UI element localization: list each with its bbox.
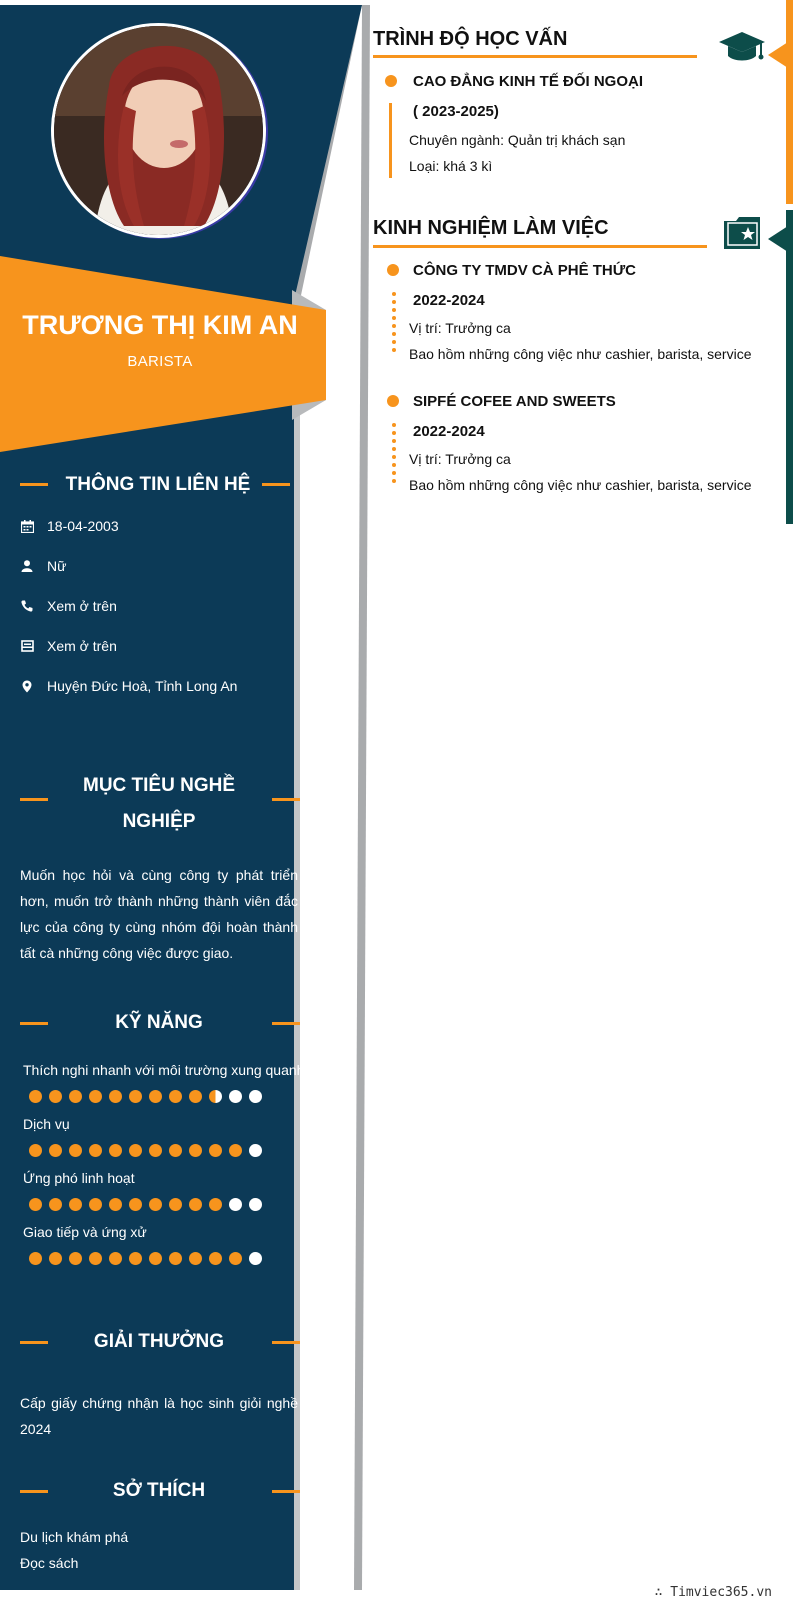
contact-email — [20, 638, 117, 654]
job-description: Bao hồm những công việc như cashier, barista, service — [409, 477, 752, 493]
skill-dot — [109, 1252, 122, 1265]
skill-dot — [69, 1090, 82, 1103]
skill-dot — [129, 1144, 142, 1157]
contact-section-title: THÔNG TIN LIÊN HỆ — [65, 474, 251, 495]
skill-dot — [169, 1198, 182, 1211]
hobby-item: Du lịch khám phá — [20, 1529, 129, 1545]
skill-rating — [29, 1090, 262, 1103]
experience-underline — [373, 245, 707, 248]
job-period: 2022-2024 — [413, 292, 485, 309]
skill-name: Thích nghi nhanh với môi trường xung quanh — [23, 1062, 305, 1078]
skill-dot — [109, 1090, 122, 1103]
skill-dot — [169, 1252, 182, 1265]
company-name: SIPFÉ COFEE AND SWEETS — [413, 393, 616, 410]
skill-dot — [89, 1144, 102, 1157]
skill-dot — [89, 1090, 102, 1103]
job-period: 2022-2024 — [413, 423, 485, 440]
awards-section-title: GIẢI THƯỞNG — [93, 1331, 225, 1352]
timeline-bullet — [387, 395, 399, 407]
education-grade: Loại: khá 3 kì — [409, 158, 493, 174]
briefcase-star-icon — [722, 215, 762, 251]
timeline-bullet — [385, 75, 397, 87]
contact-gender — [20, 558, 66, 574]
profile-photo — [51, 23, 266, 238]
skill-name: Ứng phó linh hoạt — [23, 1170, 135, 1186]
education-period: ( 2023-2025) — [413, 103, 499, 120]
skill-dot — [249, 1090, 262, 1103]
skill-dot — [209, 1198, 222, 1211]
skill-dot — [189, 1144, 202, 1157]
objective-section-title — [20, 768, 298, 840]
phone-text: Xem ở trên — [47, 598, 117, 614]
skill-rating — [29, 1252, 262, 1265]
skill-name: Dịch vụ — [23, 1116, 70, 1132]
contact-address — [20, 678, 237, 694]
job-title: BARISTA — [127, 353, 193, 370]
contact-phone — [20, 598, 117, 614]
gender-text: Nữ — [47, 558, 67, 574]
skill-dot — [249, 1198, 262, 1211]
skill-dot — [49, 1198, 62, 1211]
phone-icon — [20, 599, 34, 613]
location-pin-icon — [20, 679, 34, 693]
skill-dot — [109, 1144, 122, 1157]
job-description: Bao hồm những công việc như cashier, barista, service — [409, 346, 752, 362]
education-major: Chuyên ngành: Quản trị khách sạn — [409, 132, 626, 148]
skill-name: Giao tiếp và ứng xử — [23, 1224, 147, 1240]
skill-dot — [209, 1252, 222, 1265]
skill-dot — [149, 1144, 162, 1157]
skill-dot — [29, 1144, 42, 1157]
skill-rating — [29, 1144, 262, 1157]
skill-dot — [29, 1198, 42, 1211]
skill-dot — [229, 1144, 242, 1157]
experience-side-bar — [786, 210, 793, 524]
graduation-cap-icon — [718, 30, 766, 66]
skill-dot — [109, 1198, 122, 1211]
awards-text: Cấp giấy chứng nhận là học sinh giỏi nghề 2024 — [20, 1395, 298, 1437]
experience-section-title: KINH NGHIỆM LÀM VIỆC — [373, 217, 609, 239]
hobby-item: Đọc sách — [20, 1555, 79, 1571]
skill-dot — [89, 1252, 102, 1265]
education-side-arrow — [768, 42, 788, 68]
skill-dot — [189, 1198, 202, 1211]
skill-dot — [49, 1090, 62, 1103]
skill-dot — [189, 1090, 202, 1103]
skill-dot — [169, 1090, 182, 1103]
education-underline — [373, 55, 697, 58]
email-text: Xem ở trên — [47, 638, 117, 654]
skill-dot — [49, 1144, 62, 1157]
skill-dot — [209, 1144, 222, 1157]
company-name: CÔNG TY TMDV CÀ PHÊ THỨC — [413, 262, 637, 279]
contact-birthdate — [20, 518, 119, 534]
education-side-bar — [786, 0, 793, 204]
skill-dot — [149, 1198, 162, 1211]
birthdate-text: 18-04-2003 — [47, 518, 119, 534]
watermark-text: ∴ Timviec365.vn — [654, 1585, 772, 1600]
skill-dot — [69, 1198, 82, 1211]
skill-dot — [29, 1090, 42, 1103]
objective-text: Muốn học hỏi và cùng công ty phát triển hơn, muốn trở thành những thành viên đắc lực của công ty cùng nhóm đội hoàn thành tất cà những công việc được giao. — [20, 867, 298, 961]
skill-dot — [69, 1144, 82, 1157]
skill-rating — [29, 1198, 262, 1211]
calendar-icon — [20, 519, 34, 533]
job-position: Vị trí: Trưởng ca — [409, 451, 511, 467]
education-timeline-line — [389, 103, 392, 178]
skills-section-title: KỸ NĂNG — [115, 1012, 203, 1033]
skill-dot — [169, 1144, 182, 1157]
timeline-dots — [392, 423, 396, 487]
person-icon — [20, 559, 34, 573]
experience-side-arrow — [768, 226, 788, 252]
skill-dot — [69, 1252, 82, 1265]
skill-dot — [209, 1090, 222, 1103]
skill-dot — [49, 1252, 62, 1265]
skill-dot — [129, 1198, 142, 1211]
skill-dot — [149, 1252, 162, 1265]
email-icon — [20, 639, 34, 653]
skill-dot — [89, 1198, 102, 1211]
job-position: Vị trí: Trưởng ca — [409, 320, 511, 336]
school-name: CAO ĐẲNG KINH TẾ ĐỐI NGOẠI — [413, 73, 644, 90]
timeline-bullet — [387, 264, 399, 276]
education-section-title: TRÌNH ĐỘ HỌC VẤN — [373, 28, 568, 50]
skill-dot — [129, 1252, 142, 1265]
candidate-name: TRƯƠNG THỊ KIM AN — [22, 310, 298, 340]
objective-title-line2: NGHIỆP — [122, 811, 196, 832]
hobbies-section-title: SỞ THÍCH — [112, 1480, 206, 1501]
address-text: Huyện Đức Hoà, Tỉnh Long An — [47, 678, 238, 694]
skill-dot — [249, 1144, 262, 1157]
objective-title-line1: MỤC TIÊU NGHỀ — [83, 775, 235, 796]
skill-dot — [229, 1198, 242, 1211]
skill-dot — [229, 1252, 242, 1265]
skill-dot — [129, 1090, 142, 1103]
timeline-dots — [392, 292, 396, 356]
skill-dot — [229, 1090, 242, 1103]
skill-dot — [29, 1252, 42, 1265]
skill-dot — [189, 1252, 202, 1265]
skill-dot — [249, 1252, 262, 1265]
skill-dot — [149, 1090, 162, 1103]
